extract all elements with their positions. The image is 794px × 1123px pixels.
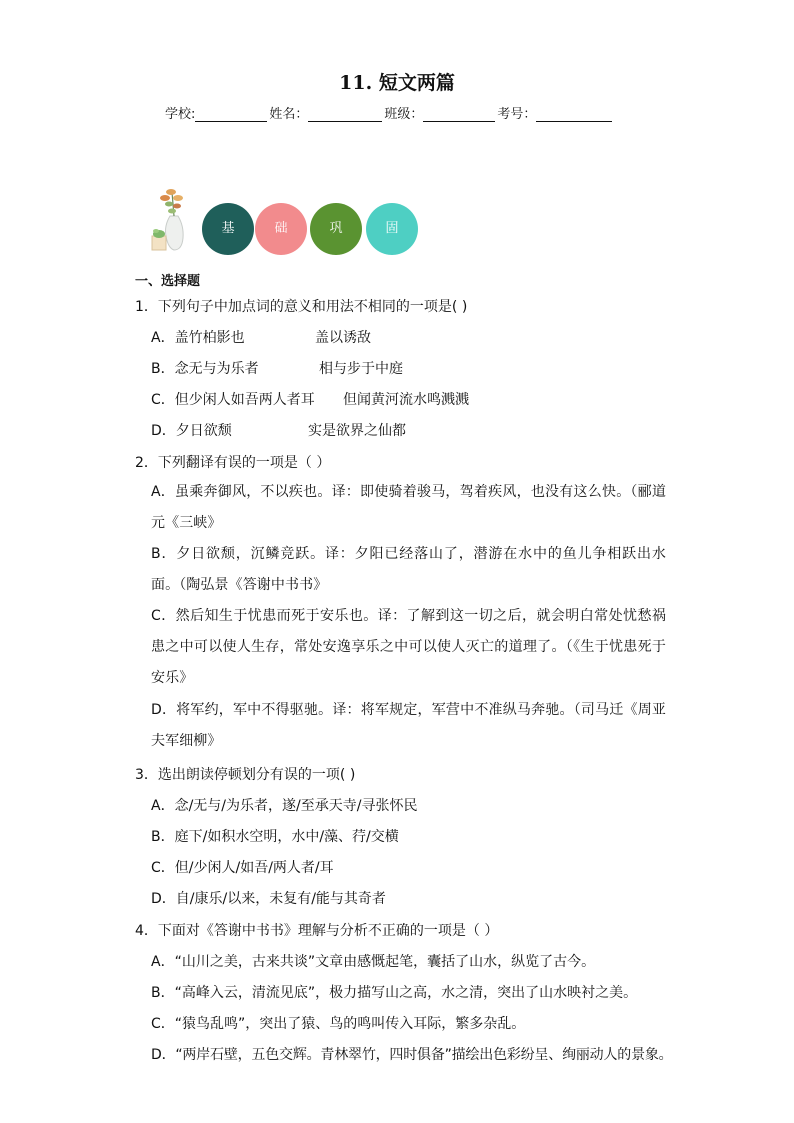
school-label: 学校: — [165, 107, 196, 122]
banner-circle-gong: 巩 — [310, 203, 362, 255]
option-compare-text: 盖以诱敌 — [315, 330, 371, 346]
question-2-option-d[interactable]: D．将军约，军中不得驱驰。译：将军规定，军营中不准纵马奔驰。（司马迁《周亚夫军细柳》 — [151, 702, 666, 749]
question-2-stem: 2．下列翻译有误的一项是（ ） — [135, 455, 331, 471]
question-4-option-d[interactable]: D．“两岸石壁，五色交辉。青林翠竹，四时俱备”描绘出色彩纷呈、绚丽动人的景象。 — [151, 1047, 673, 1063]
question-3-option-d[interactable]: D．自/康乐/以来，未复有/能与其奇者 — [151, 891, 386, 907]
question-3-stem: 3．选出朗读停顿划分有误的一项( ) — [135, 767, 356, 783]
option-text: B．念无与为乐者 — [151, 361, 259, 377]
question-4-stem: 4．下面对《答谢中书书》理解与分析不正确的一项是（ ） — [135, 923, 499, 939]
banner-circle-chu: 础 — [255, 203, 307, 255]
question-4-option-b[interactable]: B．“高峰入云，清流见底”，极力描写山之高，水之清，突出了山水映衬之美。 — [151, 985, 638, 1001]
exam-number-label: 考号： — [497, 107, 537, 122]
section-title: 一、选择题 — [135, 274, 201, 289]
question-3-option-b[interactable]: B．庭下/如积水空明，水中/藻、荇/交横 — [151, 829, 399, 845]
student-info-line — [165, 103, 614, 122]
question-4-option-c[interactable]: C．“猿鸟乱鸣”，突出了猿、鸟的鸣叫传入耳际，繁多杂乱。 — [151, 1016, 526, 1032]
class-blank[interactable] — [423, 107, 495, 122]
question-4-option-a[interactable]: A．“山川之美，古来共谈”文章由感慨起笔，囊括了山水，纵览了古今。 — [151, 954, 596, 970]
question-3-option-a[interactable]: A．念/无与/为乐者，遂/至承天寺/寻张怀民 — [151, 798, 418, 814]
question-2-option-a[interactable]: A．虽乘奔御风，不以疾也。译：即使骑着骏马，驾着疾风，也没有这么快。（郦道元《三峡》 — [151, 484, 666, 531]
question-2-option-c[interactable]: C．然后知生于忧患而死于安乐也。译：了解到这一切之后，就会明白常处忧愁祸患之中可以使人生存，常处安逸享乐之中可以使人灭亡的道理了。（《生于忧患死于安乐》 — [151, 608, 666, 686]
basics-banner — [150, 186, 430, 256]
option-text: D．夕日欲颓 — [151, 423, 232, 439]
banner-circle-ji: 基 — [202, 203, 254, 255]
question-1-option-a[interactable] — [151, 327, 371, 347]
question-1-stem: 1．下列句子中加点词的意义和用法不相同的一项是( ) — [135, 299, 468, 315]
option-text: C．但少闲人如吾两人者耳 — [151, 392, 315, 408]
question-3-option-c[interactable]: C．但/少闲人/如吾/两人者/耳 — [151, 860, 334, 876]
school-blank[interactable] — [195, 107, 267, 122]
name-label: 姓名： — [269, 107, 309, 122]
exam-number-blank[interactable] — [536, 107, 612, 122]
page-title: 11. 短文两篇 — [339, 72, 455, 94]
option-compare-text: 实是欲界之仙都 — [308, 423, 406, 439]
option-text: A．盖竹柏影也 — [151, 330, 245, 346]
class-label: 班级： — [384, 107, 424, 122]
question-1-option-b[interactable] — [151, 358, 403, 378]
name-blank[interactable] — [308, 107, 382, 122]
potted-plant-icon — [150, 186, 196, 254]
option-compare-text: 但闻黄河流水鸣溅溅 — [343, 392, 469, 408]
question-1-option-c[interactable] — [151, 389, 469, 409]
question-1-option-d[interactable] — [151, 420, 406, 440]
option-compare-text: 相与步于中庭 — [319, 361, 403, 377]
question-2-option-b[interactable]: B．夕日欲颓，沉鳞竞跃。译：夕阳已经落山了，潜游在水中的鱼儿争相跃出水面。（陶弘景《答谢中书书》 — [151, 546, 666, 593]
banner-circle-gu: 固 — [366, 203, 418, 255]
